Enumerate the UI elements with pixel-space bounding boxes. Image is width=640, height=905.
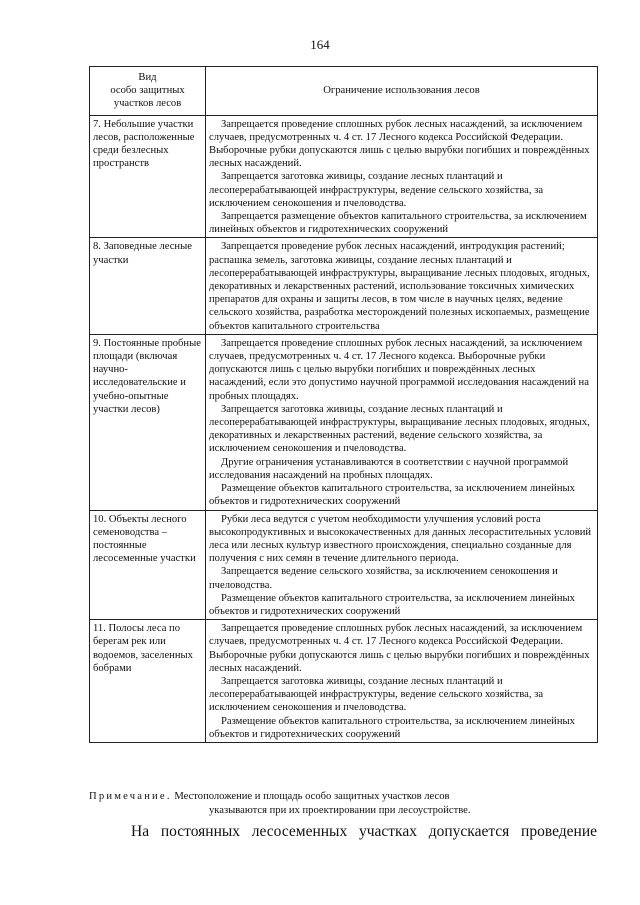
- page-number: 164: [310, 37, 330, 52]
- restriction-paragraph: Рубки леса ведутся с учетом необходимости улучшения условий роста высокопродуктивных и высококачественных для данных лесорастительных условий леса или лесных культур известного происхождения, специально созданные для получения с них семян в течение длительного периода.: [209, 513, 592, 565]
- restriction-paragraph: Запрещается проведение сплошных рубок лесных насаждений, за исключением случаев, предусмотренных ч. 4 ст. 17 Лесного кодекса Российской Федерации. Выборочные рубки допускаются лишь с целью вырубки погибших и повреждённых лесных насаждений.: [209, 623, 590, 674]
- restriction-paragraph: Другие ограничения устанавливаются в соответствии с научной программой исследования насаждений на пробных площадях.: [209, 456, 569, 481]
- header-restriction: Ограничение использования лесов: [206, 67, 598, 116]
- restriction-paragraph: Запрещается проведение сплошных рубок лесных насаждений, за исключением случаев, предусмотренных ч. 4 ст. 17 Лесного кодекса Российской Федерации. Выборочные рубки допускаются лишь с целью вырубки погибших и повреждённых лесных насаждений.: [209, 118, 590, 170]
- restriction-paragraph: Размещение объектов капитального строительства, за исключением линейных объектов и гидротехнических сооружений: [209, 483, 575, 508]
- table-row: [90, 238, 598, 334]
- table-note: [89, 790, 609, 817]
- forest-type-cell: 11. Полосы леса по берегам рек или водоемов, заселенных бобрами: [90, 620, 206, 743]
- restriction-paragraph: Запрещается заготовка живицы, создание лесных плантаций и лесоперерабатывающей инфраструктуры, выращивание лесных плодовых, ягодных, декоративных и лекарственных растений, ведение сельского хозяйства, за исключением сенокошения и пчеловодства.: [209, 403, 590, 455]
- restriction-paragraph: Запрещается проведение сплошных рубок лесных насаждений, за исключением случаев, предусмотренных ч. 4 ст. 17 Лесного кодекса. Выборочные рубки допускаются лишь с целью вырубки погибших и повреждённых лесных насаждений, если это допустимо научной программой исследования насаждений на пробных площадях.: [209, 337, 589, 402]
- table-row: [90, 620, 598, 743]
- note-line-2: указываются при их проектировании при лесоустройстве.: [209, 804, 471, 816]
- header-forest-type: Вид особо защитных участков лесов: [90, 67, 206, 116]
- table-row: [90, 334, 598, 510]
- forest-type-cell: 10. Объекты лесного семеноводства – постоянные лесосеменные участки: [90, 510, 206, 620]
- restriction-paragraph: Запрещается заготовка живицы, создание лесных плантаций и лесоперерабатывающей инфраструктуры, ведение сельского хозяйства, за исключением сенокошения и пчеловодства.: [209, 675, 544, 714]
- restriction-cell: [206, 238, 598, 334]
- restriction-cell: [206, 115, 598, 238]
- restriction-paragraph: Размещение объектов капитального строительства, за исключением линейных объектов и гидротехнических сооружений: [209, 715, 575, 740]
- restrictions-table: [89, 66, 598, 743]
- table-row: [90, 510, 598, 620]
- note-line-1: Местоположение и площадь особо защитных участков лесов: [171, 791, 450, 802]
- restriction-paragraph: Запрещается заготовка живицы, создание лесных плантаций и лесоперерабатывающей инфраструктуры, ведение сельского хозяйства, за исключением сенокошения и пчеловодства.: [209, 171, 544, 209]
- restriction-paragraph: Запрещается проведение рубок лесных насаждений, интродукция растений; распашка земель, заготовка живицы, создание лесных плантаций и лесоперерабатывающей инфраструктуры, выращивание лесных плодовых, ягодных, декоративных и лекарственных растений, использование токсичных химических препаратов для охраны и защиты лесов, в том числе в научных целях, ведение сельского хозяйства, разработка месторождений полезных ископаемых, размещение объектов капитального строительства: [209, 241, 590, 332]
- forest-type-cell: 9. Постоянные пробные площади (включая научно-исследовательские и учебно-опытные участки лесов): [90, 334, 206, 510]
- forest-type-cell: 7. Небольшие участки лесов, расположенные среди безлесных пространств: [90, 115, 206, 238]
- restriction-cell: [206, 620, 598, 743]
- note-label: Примечание.: [89, 791, 172, 802]
- restriction-paragraph: Запрещается ведение сельского хозяйства, за исключением сенокошения и пчеловодства.: [209, 566, 558, 591]
- restriction-paragraph: Запрещается размещение объектов капитального строительства, за исключением линейных объектов и гидротехнических сооружений: [209, 211, 587, 236]
- restriction-paragraph: Размещение объектов капитального строительства, за исключением линейных объектов и гидротехнических сооружений: [209, 592, 575, 617]
- restriction-cell: [206, 510, 598, 620]
- restriction-cell: [206, 334, 598, 510]
- body-paragraph: На постоянных лесосеменных участках допускается проведение: [131, 823, 597, 840]
- table-header-row: [90, 67, 598, 116]
- forest-type-cell: 8. Заповедные лесные участки: [90, 238, 206, 334]
- table-row: [90, 115, 598, 238]
